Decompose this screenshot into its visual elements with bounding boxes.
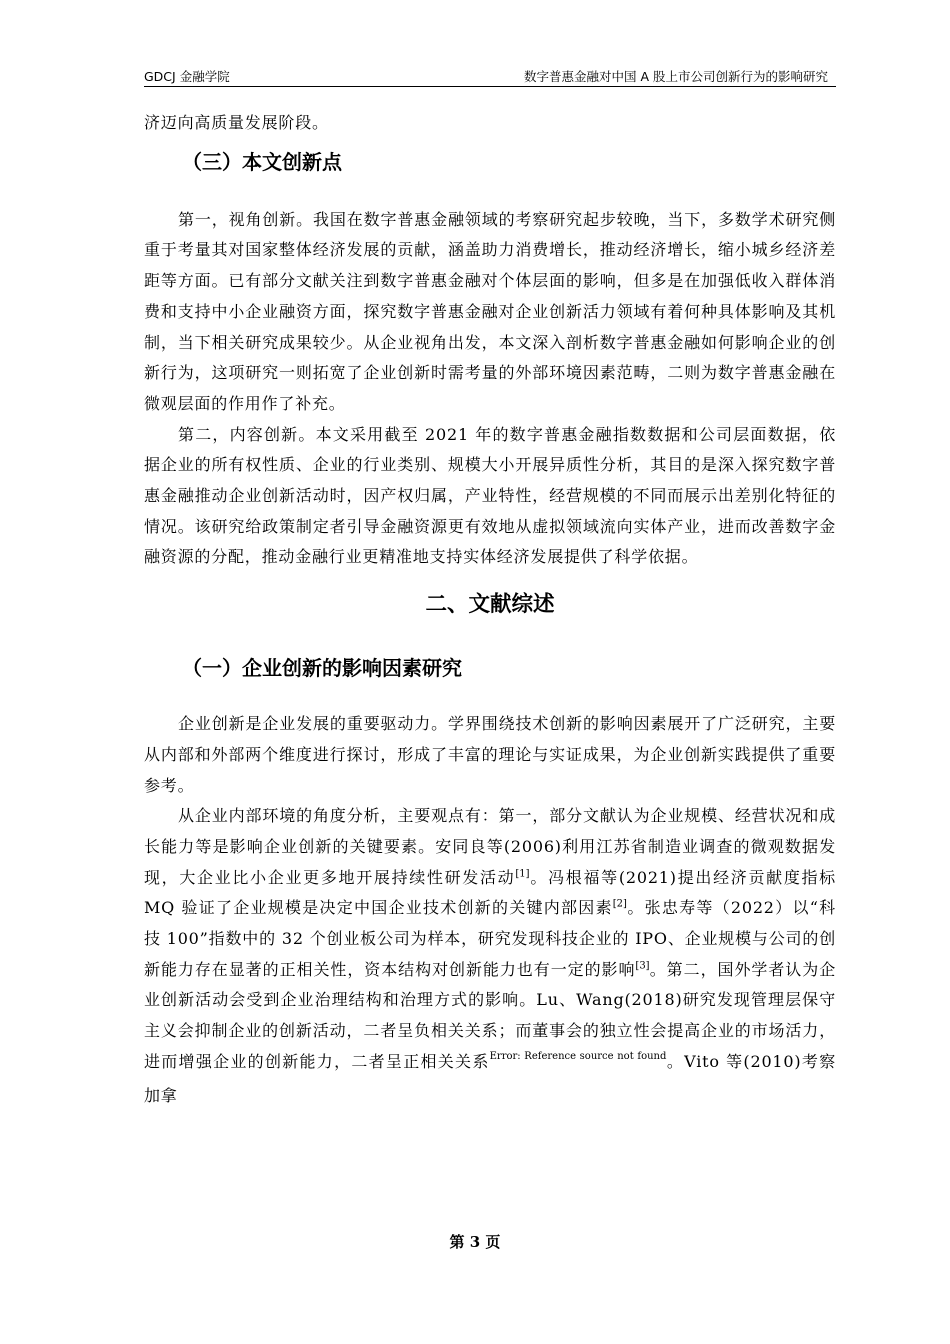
text-segment: 。张忠寿等（2022）以“科技 100”指数中的 32 个创业板公司为样本，研究发现科技企业的 IPO、企业规模与公司的创新能力存在显著的正相关性，资本结构对创新能力也有一定的影响 bbox=[144, 898, 836, 979]
paragraph-perspective-innovation: 第一，视角创新。我国在数字普惠金融领域的考察研究起步较晚，当下，多数学术研究侧重于考量其对国家整体经济发展的贡献，涵盖助力消费增长，推动经济增长，缩小城乡经济差距等方面。已有部分文献关注到数字普惠金融对个体层面的影响，但多是在加强低收入群体消费和支持中小企业融资方面，探究数字普惠金融对企业创新活力领域有着何种具体影响及其机制，当下相关研究成果较少。从企业视角出发，本文深入剖析数字普惠金融如何影响企业的创新行为，这项研究一则拓宽了企业创新时需考量的外部环境因素范畴，二则为数字普惠金融在微观层面的作用作了补充。 bbox=[144, 209, 836, 413]
citation-ref-2: [2] bbox=[612, 899, 627, 911]
text-segment: 。第二，国外学者认为企业创新活动会受到企业治理结构和治理方式的影响。Lu、Wang(2018)研究发现管理层保守主义会抑制企业的创新活动，二者呈负相关关系；而董事会的独立性会提高企业的市场活力，进而增强企业的创新能力，二者呈正相关关系 bbox=[144, 959, 836, 1071]
citation-reference-error: Error: Reference source not found bbox=[489, 1050, 667, 1062]
paragraph-internal-factors bbox=[144, 801, 836, 1111]
section-heading-influence-factors: （一）企业创新的影响因素研究 bbox=[182, 656, 462, 681]
page-content bbox=[144, 108, 836, 1111]
citation-ref-1: [1] bbox=[515, 868, 530, 880]
paragraph-innovation-driver: 企业创新是企业发展的重要驱动力。学界围绕技术创新的影响因素展开了广泛研究，主要从内部和外部两个维度进行探讨，形成了丰富的理论与实证成果，为企业创新实践提供了重要参考。 bbox=[144, 714, 836, 795]
header-institution: GDCJ 金融学院 bbox=[144, 69, 230, 84]
paragraph-content-innovation: 第二，内容创新。本文采用截至 2021 年的数字普惠金融指数数据和公司层面数据，依据企业的所有权性质、企业的行业类别、规模大小开展异质性分析，其目的是深入探究数字普惠金融推动企业创新活动时，因产权归属，产业特性，经营规模的不同而展示出差别化特征的情况。该研究给政策制定者引导金融资源更有效地从虚拟领域流向实体产业，进而改善数字金融资源的分配，推动金融行业更精准地支持实体经济发展提供了科学依据。 bbox=[144, 424, 836, 567]
section-heading-innovation: （三）本文创新点 bbox=[182, 149, 342, 174]
page-number: 第 3 页 bbox=[449, 1233, 501, 1251]
text-segment: 从企业内部环境的角度分析，主要观点有：第一，部分文献认为企业规模、经营状况和成长能力等是影响企业创新的关键要素。安同良等(2006)利用江苏省制造业调查的微观数据发现，大企业比小企业更多地开展持续性研发活动 bbox=[144, 806, 836, 887]
text-segment: 。Vito 等(2010)考察加拿 bbox=[144, 1051, 836, 1105]
citation-ref-3: [3] bbox=[635, 960, 650, 972]
chapter-heading-literature-review: 二、文献综述 bbox=[425, 592, 555, 618]
paragraph-continuation: 济迈向高质量发展阶段。 bbox=[144, 113, 329, 132]
page-header bbox=[144, 67, 836, 87]
text-segment: 。冯根福等(2021)提出经济贡献度指标 MQ 验证了企业规模是决定中国企业技术创新的关键内部因素 bbox=[144, 867, 836, 918]
header-paper-title: 数字普惠金融对中国 A 股上市公司创新行为的影响研究 bbox=[524, 69, 828, 84]
